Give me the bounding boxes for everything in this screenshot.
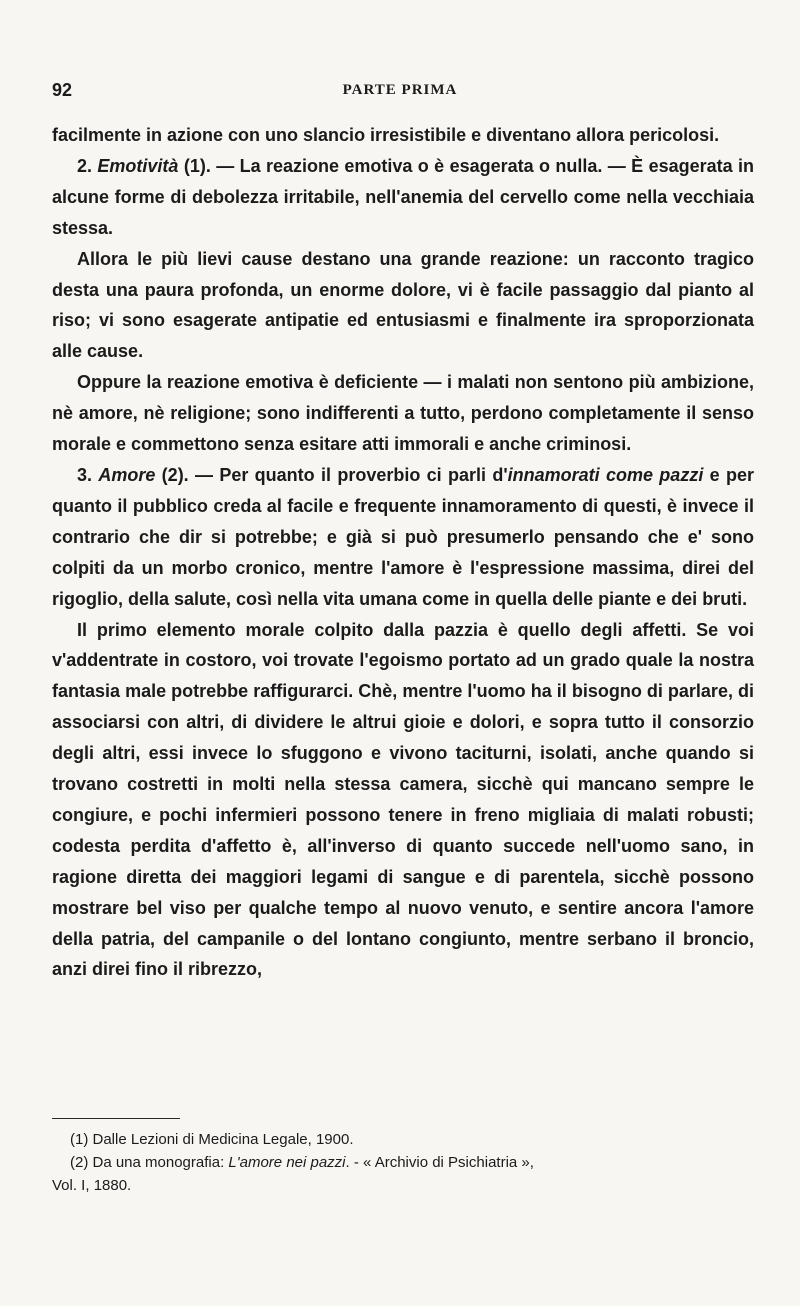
paragraph-text: (1). — La reazione emotiva o è esagerata o nulla. — È esagerata in alcune forme di debolezza irritabile, nell'anemia del cervello come nella vecchiaia stessa. (52, 155, 755, 238)
footnote-text: (2) Da una monografia: (70, 1154, 229, 1171)
section-title-amore: Amore (98, 464, 156, 485)
paragraph-continuation: facilmente in azione con uno slancio irresistibile e diventano allora pericolosi. (52, 125, 720, 145)
paragraph: Il primo elemento morale colpito dalla pazzia è quello degli affetti. Se voi v'addentrate in costoro, voi trovate l'egoismo portato ad un grado quale la nostra fantasia male potrebbe raffigurarci. Chè, mentre l'uomo ha il bisogno di parlare, di associarsi con altri, di dividere le altrui gioie e dolori, e sopra tutto il consorzio degli altri, essi invece lo sfuggono e vivono taciturni, isolati, anche quando si trovano costretti in molti nella stessa camera, sicchè qui mancano sempre le congiure, e pochi infermieri possono tenere in freno migliaia di malati robusti; codesta perdita d'affetto è, all'inverso di quanto succede nell'uomo sano, in ragione diretta dei maggiori legami di sangue e di parentela, sicchè possono mostrare bel viso per qualche tempo al nuovo venuto, e sentire ancora l'amore della patria, del campanile o del lontano congiunto, mentre serbano il broncio, anzi direi fino il ribrezzo, (52, 619, 754, 980)
footnote-work-title: L'amore nei pazzi (228, 1154, 346, 1171)
proverb-quote: innamorati come pazzi (507, 464, 704, 485)
section-number: 2. (77, 155, 98, 176)
footnote-text: Vol. I, 1880. (52, 1177, 132, 1194)
paragraph-text: (2). — Per quanto il proverbio ci parli d' (155, 464, 508, 485)
paragraph-emotivita (52, 151, 754, 244)
paragraph-amore (52, 460, 754, 615)
footnote-text: . - « Archivio di Psichiatria », (345, 1154, 534, 1171)
section-title-emotivita: Emotività (97, 155, 179, 176)
running-title: PARTE PRIMA (342, 82, 458, 98)
page-header (52, 80, 748, 104)
section-number: 3. (77, 464, 99, 485)
footnote-1: (1) Dalle Lezioni di Medicina Legale, 1900. (70, 1131, 354, 1148)
paragraph-text: e per quanto il pubblico creda al facile e frequente innamoramento di questi, è invece il contrario che dir si potrebbe; e già si può presumerlo pensando che e' sono colpiti da un morbo cronico, mentre l'amore è l'espressione massima, direi del rigoglio, della salute, così nella vita umana come in quella delle piante e dei bruti. (52, 464, 755, 609)
page-number: 92 (52, 80, 73, 100)
body-text (52, 120, 754, 985)
footnotes (52, 1128, 754, 1197)
footnote-2 (52, 1151, 754, 1197)
paragraph: Oppure la reazione emotiva è deficiente — i malati non sentono più ambizione, nè amore, nè religione; sono indifferenti a tutto, perdono completamente il senso morale e commettono senza esitare atti immorali e anche criminosi. (52, 372, 754, 455)
footnote-divider (52, 1118, 180, 1119)
paragraph: Allora le più lievi cause destano una grande reazione: un racconto tragico desta una paura profonda, un enorme dolore, vi è facile passaggio dal pianto al riso; vi sono esagerate antipatie ed entusiasmi e finalmente ira sproporzionata alle cause. (52, 248, 754, 362)
